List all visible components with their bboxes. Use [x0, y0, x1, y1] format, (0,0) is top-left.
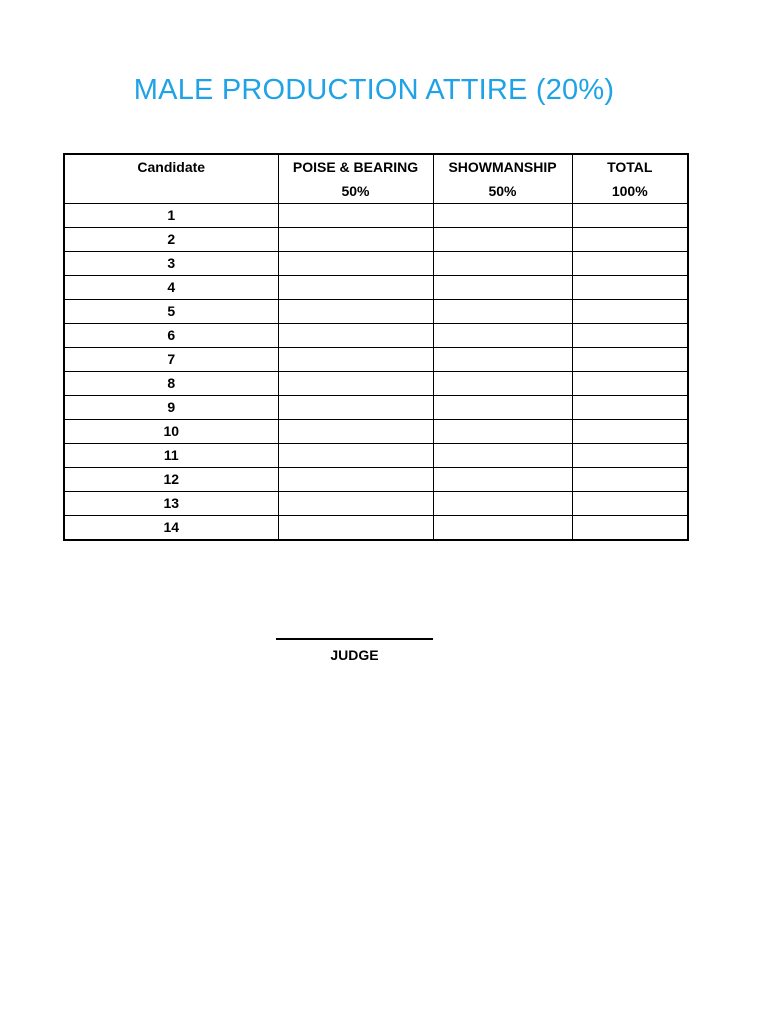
table-row	[64, 420, 688, 444]
cell-poise-bearing[interactable]	[278, 444, 433, 468]
header-poise-bearing	[278, 154, 433, 204]
cell-poise-bearing[interactable]	[278, 204, 433, 228]
table-row	[64, 372, 688, 396]
cell-candidate: 1	[64, 204, 278, 228]
header-candidate-label: Candidate	[137, 159, 206, 175]
cell-showmanship[interactable]	[433, 444, 572, 468]
cell-showmanship[interactable]	[433, 204, 572, 228]
cell-poise-bearing[interactable]	[278, 276, 433, 300]
cell-candidate: 11	[64, 444, 278, 468]
cell-total[interactable]	[572, 492, 688, 516]
cell-showmanship[interactable]	[433, 324, 572, 348]
signature-line	[276, 638, 433, 640]
score-table	[63, 153, 689, 541]
table-row	[64, 252, 688, 276]
table-row	[64, 396, 688, 420]
cell-total[interactable]	[572, 516, 688, 541]
table-row	[64, 444, 688, 468]
cell-candidate: 8	[64, 372, 278, 396]
cell-poise-bearing[interactable]	[278, 372, 433, 396]
cell-poise-bearing[interactable]	[278, 348, 433, 372]
cell-total[interactable]	[572, 396, 688, 420]
cell-poise-bearing[interactable]	[278, 396, 433, 420]
cell-showmanship[interactable]	[433, 420, 572, 444]
header-total	[572, 154, 688, 204]
cell-poise-bearing[interactable]	[278, 468, 433, 492]
cell-showmanship[interactable]	[433, 348, 572, 372]
table-row	[64, 516, 688, 541]
cell-candidate: 4	[64, 276, 278, 300]
cell-total[interactable]	[572, 252, 688, 276]
header-showmanship-weight: 50%	[488, 183, 517, 199]
cell-poise-bearing[interactable]	[278, 492, 433, 516]
cell-candidate: 12	[64, 468, 278, 492]
cell-candidate: 9	[64, 396, 278, 420]
table-row	[64, 348, 688, 372]
judge-signature-block	[276, 638, 433, 663]
cell-candidate: 7	[64, 348, 278, 372]
page-title: MALE PRODUCTION ATTIRE (20%)	[133, 74, 615, 106]
header-candidate	[64, 154, 278, 204]
judge-label: JUDGE	[330, 647, 379, 663]
table-row	[64, 276, 688, 300]
cell-showmanship[interactable]	[433, 276, 572, 300]
header-poise-bearing-label: POISE & BEARING	[292, 159, 419, 175]
cell-poise-bearing[interactable]	[278, 300, 433, 324]
cell-showmanship[interactable]	[433, 492, 572, 516]
cell-showmanship[interactable]	[433, 300, 572, 324]
cell-total[interactable]	[572, 324, 688, 348]
table-body	[64, 204, 688, 541]
table-row	[64, 228, 688, 252]
table-row	[64, 300, 688, 324]
cell-candidate: 14	[64, 516, 278, 541]
cell-total[interactable]	[572, 372, 688, 396]
cell-total[interactable]	[572, 420, 688, 444]
cell-showmanship[interactable]	[433, 396, 572, 420]
cell-poise-bearing[interactable]	[278, 516, 433, 541]
header-showmanship-label: SHOWMANSHIP	[448, 159, 557, 175]
header-poise-bearing-weight: 50%	[341, 183, 370, 199]
cell-candidate: 5	[64, 300, 278, 324]
cell-candidate: 6	[64, 324, 278, 348]
cell-poise-bearing[interactable]	[278, 420, 433, 444]
header-total-weight: 100%	[611, 183, 648, 199]
cell-total[interactable]	[572, 228, 688, 252]
table-row	[64, 324, 688, 348]
cell-candidate: 10	[64, 420, 278, 444]
cell-total[interactable]	[572, 468, 688, 492]
cell-showmanship[interactable]	[433, 372, 572, 396]
cell-total[interactable]	[572, 204, 688, 228]
cell-showmanship[interactable]	[433, 468, 572, 492]
cell-candidate: 13	[64, 492, 278, 516]
cell-total[interactable]	[572, 444, 688, 468]
table-header	[64, 154, 688, 204]
cell-poise-bearing[interactable]	[278, 324, 433, 348]
header-showmanship	[433, 154, 572, 204]
cell-poise-bearing[interactable]	[278, 252, 433, 276]
cell-poise-bearing[interactable]	[278, 228, 433, 252]
table-row	[64, 468, 688, 492]
cell-showmanship[interactable]	[433, 228, 572, 252]
cell-candidate: 2	[64, 228, 278, 252]
cell-total[interactable]	[572, 276, 688, 300]
table-row	[64, 492, 688, 516]
cell-total[interactable]	[572, 348, 688, 372]
cell-candidate: 3	[64, 252, 278, 276]
cell-showmanship[interactable]	[433, 252, 572, 276]
cell-showmanship[interactable]	[433, 516, 572, 541]
table-row	[64, 204, 688, 228]
cell-total[interactable]	[572, 300, 688, 324]
header-total-label: TOTAL	[607, 159, 653, 175]
header-row	[64, 154, 688, 204]
